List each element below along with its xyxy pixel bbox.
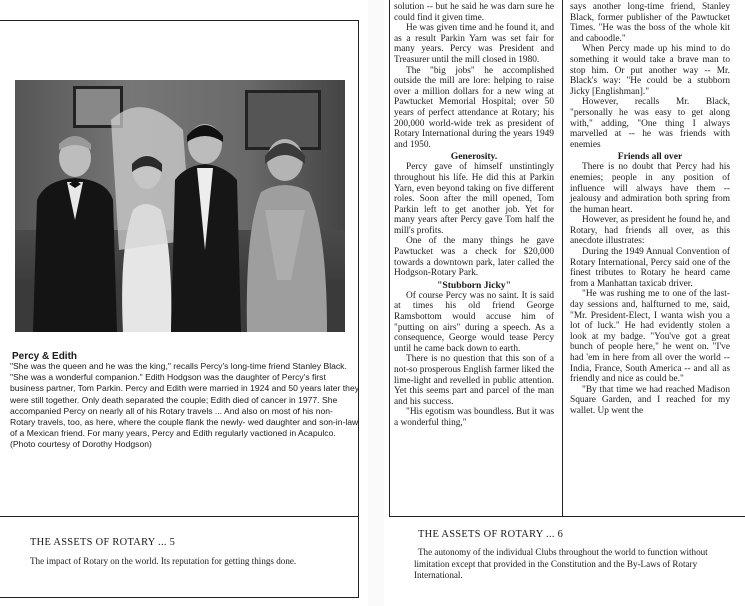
left-border	[389, 0, 390, 516]
footer-text: The impact of Rotary on the world. Its reputation for getting things done.	[30, 556, 297, 566]
text-column-2	[570, 2, 730, 417]
right-border	[358, 20, 359, 598]
paragraph: "He was rushing me to one of the last-day sessions and, halfturned to me, said, "Mr. President-Elect, I wanta wish you a lot of luck." He had evidently stolen a look at my badge. "You've got a great bunch of people here," he went on. "I've had 'em in here from all over the world -- India, France, South America -- and all as friendly and nice as could be."	[570, 289, 730, 385]
paragraph: solution -- but he said he was darn sure he could find it given time.	[394, 2, 554, 23]
paragraph: There is no question that this son of a not-so prosperous English farmer liked the lime-light and revelled in public attention. Yet this seems part and parcel of the man and his success.	[394, 354, 554, 407]
footer-divider	[0, 516, 358, 517]
section-heading: Generosity.	[450, 151, 498, 163]
bottom-border	[0, 597, 358, 598]
photograph	[15, 80, 345, 332]
paragraph: One of the many things he gave Pawtucket was a check for $20,000 towards a downtown park, later called the Hodgson-Rotary Park.	[394, 236, 554, 279]
paragraph: However, recalls Mr. Black, "personally he was easy to get along with," adding, "One thing I always marvelled at -- he was friends with enemies	[570, 97, 730, 150]
footer-text: The autonomy of the individual Clubs throughout the world to function without limitation except that provided in the Constitution and the By-Laws of Rotary International.	[414, 547, 708, 580]
page-gutter	[368, 0, 384, 606]
paragraph: However, as president he found he, and Rotary, had friends all over, as this anecdote illustrates:	[570, 215, 730, 247]
paragraph: During the 1949 Annual Convention of Rotary International, Percy said one of the finest tributes to Rotary he heard came from a Manhattan taxicab driver.	[570, 247, 730, 289]
paragraph: Percy gave of himself unstintingly throughout his life. He did this at Parkin Yarn, even beyond taking on five different roles. Soon after the mill opened, Tom Parkin left to get another job. Yet for many years after Percy gave Tom half the mill's profits.	[394, 162, 554, 236]
paragraph: says another long-time friend, Stanley Black, former publisher of the Pawtucket Times. "He was the boss of the whole kit and caboodle."	[570, 2, 730, 44]
paragraph: He was given time and he found it, and as a result Parkin Yarn was set fair for many years. Percy was President and Treasurer until the mill closed in 1980.	[394, 23, 554, 65]
column-divider	[562, 0, 563, 516]
text-column-1	[394, 2, 554, 429]
footer-divider	[389, 516, 745, 517]
paragraph: "His egotism was boundless. But it was a wonderful thing,"	[394, 407, 554, 428]
paragraph: Of course Percy was no saint. It is said at times his old friend George Ramsbottom would accuse him of "putting on airs" during a speech. As a consequence, George would tease Percy until he came back down to earth.	[394, 290, 554, 354]
footer-title: THE ASSETS OF ROTARY ... 6	[418, 529, 564, 540]
section-heading: "Stubborn Jicky"	[437, 279, 511, 291]
paragraph: "By that time we had reached Madison Square Garden, and I reached for my wallet. Up went the	[570, 384, 730, 416]
paragraph: When Percy made up his mind to do something it would take a brave man to stop him. Or put another way -- Mr. Black's way: "He could be a stubborn Jicky [Englishman]."	[570, 44, 730, 97]
top-border	[0, 20, 358, 21]
footer-title: THE ASSETS OF ROTARY ... 5	[30, 537, 176, 548]
section-heading: Friends all over	[617, 151, 683, 163]
paragraph: The "big jobs" he accomplished outside the mill are lore: helping to raise over a million dollars for a new wing at Pawtucket Memorial Hospital; over 50 years of perfect attendance at Rotary; his 200,000 world-wide trek as president of Rotary International during the years 1949 and 1950.	[394, 65, 554, 150]
caption-body: "She was the queen and he was the king," recalls Percy's long-time friend Stanley Black. "She was a wonderful companion." Edith Hodgson was the daughter of Percy's first business partner, Tom Parkin. Percy and Edith were married in 1924 and 50 years later they were still together. Only death separated the couple; Edith died of cancer in 1977. She accompanied Percy on nearly all of his Rotary travels ... And also on most of his non- Rotary travels, too, as here, where the couple flank the newly- wed daughter and son-in-law of a Mexican friend. For many years, Percy and Edith regularly vactioned in Acapulco. (Photo courtesy of Dorothy Hodgson)	[10, 361, 360, 450]
paragraph: There is no doubt that Percy had his enemies; people in any position of influence will always have them -- jealousy and admiration both spring from the human heart.	[570, 162, 730, 215]
caption-title: Percy & Edith	[12, 351, 78, 362]
wedding-group-figures	[15, 80, 345, 332]
right-page	[384, 0, 745, 606]
left-page	[0, 0, 368, 606]
